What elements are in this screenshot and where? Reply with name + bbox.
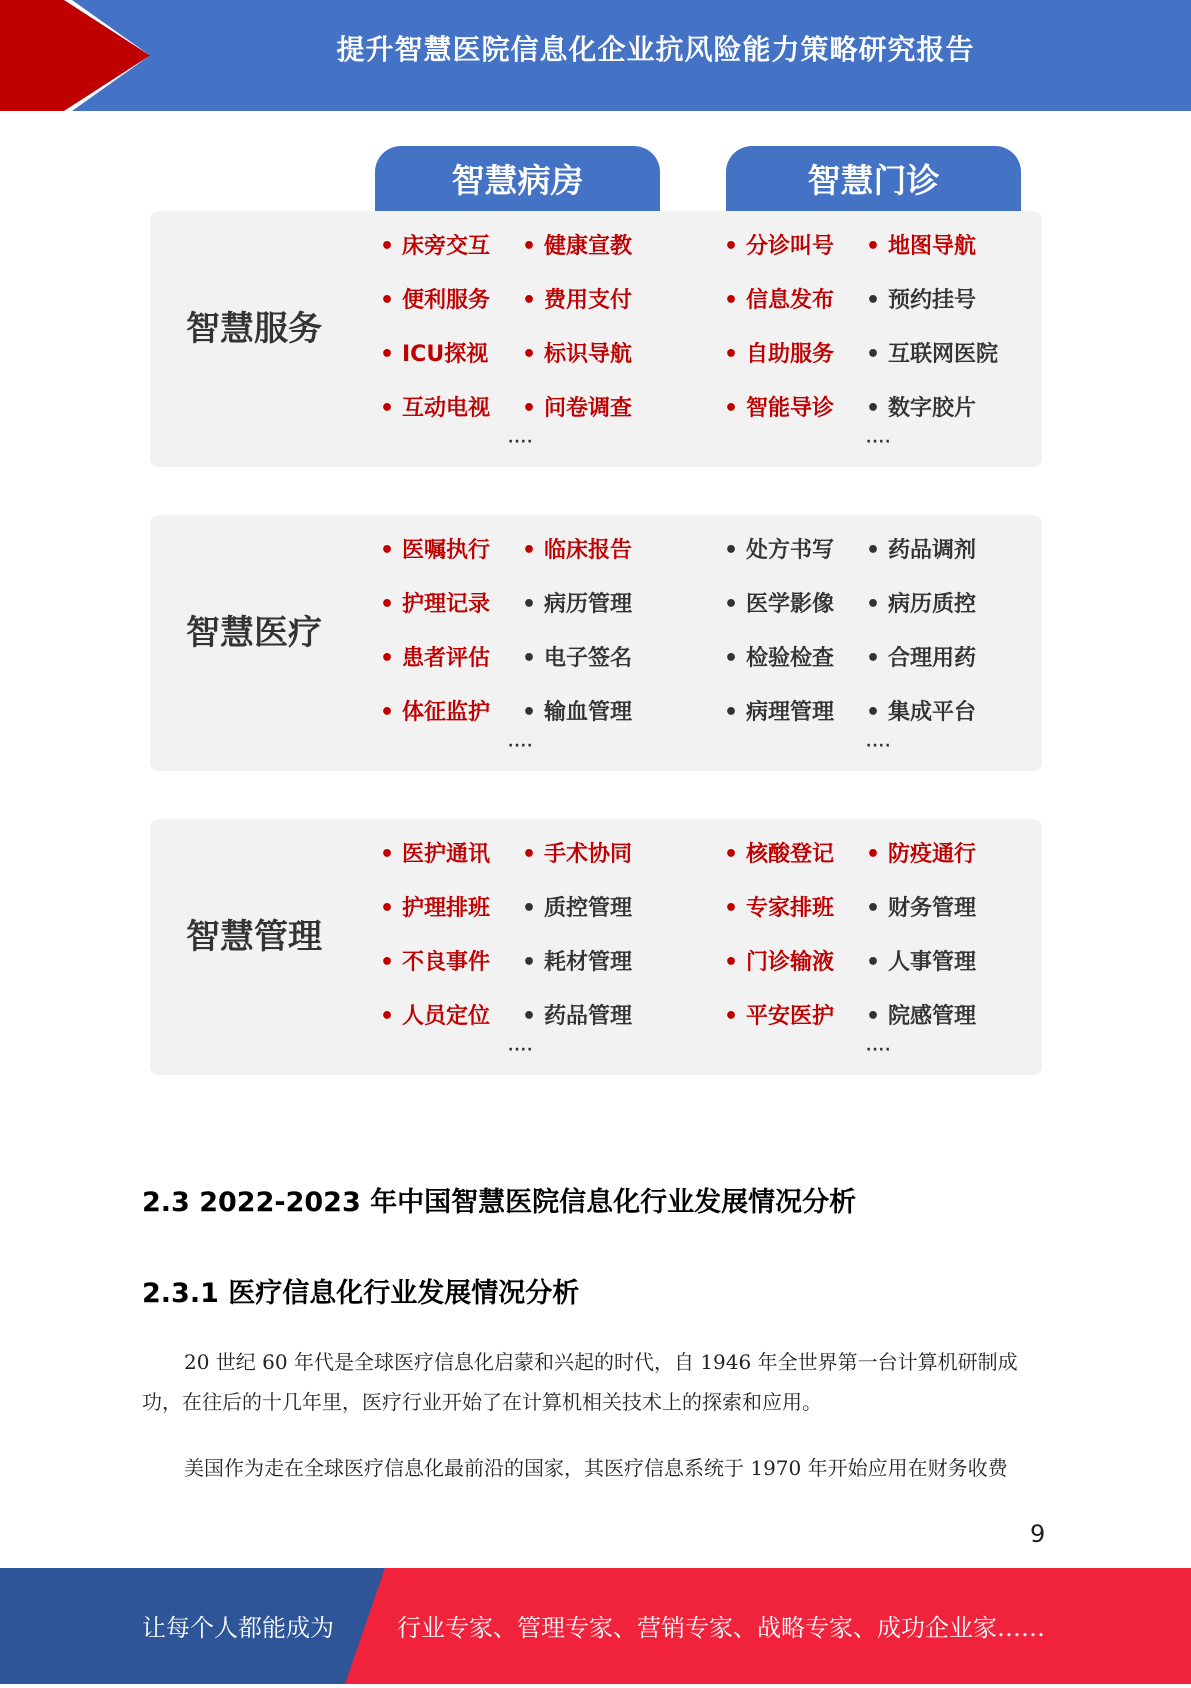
feature-label: 预约挂号 (888, 288, 977, 313)
bullet-icon: • (866, 288, 881, 313)
panel-title: 智慧服务 (186, 309, 322, 349)
bullet-icon: • (724, 592, 739, 617)
feature-label: 耗材管理 (544, 950, 633, 975)
feature-item (522, 837, 632, 868)
bullet-icon: • (380, 342, 395, 367)
bullet-icon: • (724, 842, 739, 867)
feature-item (522, 587, 632, 618)
feature-label: 不良事件 (402, 950, 491, 975)
more-ellipsis-ward: ···· (508, 434, 534, 450)
feature-label: 费用支付 (544, 288, 633, 313)
feature-item (724, 695, 834, 726)
feature-item (522, 391, 632, 422)
bullet-icon: • (380, 592, 395, 617)
feature-label: 问卷调查 (544, 396, 633, 421)
feature-label: 标识导航 (544, 342, 633, 367)
feature-item (380, 695, 490, 726)
feature-label: 病历管理 (544, 592, 633, 617)
feature-item (380, 999, 490, 1030)
feature-label: 地图导航 (888, 234, 977, 259)
feature-label: 智能导诊 (746, 396, 835, 421)
document-title: 提升智慧医院信息化企业抗风险能力策略研究报告 (336, 33, 975, 66)
feature-label: 信息发布 (746, 288, 835, 313)
feature-item (724, 229, 834, 260)
feature-label: 医学影像 (746, 592, 835, 617)
footer-slogan-right: 行业专家、管理专家、营销专家、战略专家、成功企业家…… (397, 1614, 1045, 1642)
feature-item (724, 837, 834, 868)
bullet-icon: • (866, 1004, 881, 1029)
bullet-icon: • (522, 592, 537, 617)
panel-title: 智慧管理 (186, 917, 322, 957)
bullet-icon: • (380, 538, 395, 563)
panel-2 (150, 515, 1042, 771)
bullet-icon: • (724, 950, 739, 975)
feature-label: 检验检查 (746, 646, 835, 671)
feature-item (380, 533, 490, 564)
more-ellipsis-ward: ···· (508, 738, 534, 754)
paragraph-1: 20 世纪 60 年代是全球医疗信息化启蒙和兴起的时代，自 1946 年全世界第一台计算机研制成功，在往后的十几年里，医疗行业开始了在计算机相关技术上的探索和应用。 (142, 1350, 1018, 1414)
bullet-icon: • (522, 700, 537, 725)
feature-item (380, 283, 490, 314)
feature-item (522, 945, 632, 976)
feature-item (522, 533, 632, 564)
feature-label: 人员定位 (402, 1004, 491, 1029)
feature-item (866, 533, 976, 564)
section-heading-2-3-1: 2.3.1 医疗信息化行业发展情况分析 (142, 1278, 580, 1309)
bullet-icon: • (724, 538, 739, 563)
bullet-icon: • (380, 234, 395, 259)
feature-item (866, 695, 976, 726)
feature-label: 临床报告 (544, 538, 633, 563)
bullet-icon: • (380, 700, 395, 725)
tab-smart-clinic: 智慧门诊 (726, 146, 1021, 212)
bullet-icon: • (866, 396, 881, 421)
feature-label: 互动电视 (402, 396, 491, 421)
page-number: 9 (1030, 1520, 1046, 1548)
bullet-icon: • (522, 646, 537, 671)
bullet-icon: • (724, 396, 739, 421)
feature-item (380, 891, 490, 922)
feature-label: 防疫通行 (888, 842, 977, 867)
feature-item (866, 391, 976, 422)
feature-label: 财务管理 (888, 896, 977, 921)
bullet-icon: • (380, 950, 395, 975)
red-chevron-icon (0, 0, 150, 111)
feature-label: 专家排班 (746, 896, 835, 921)
feature-item (380, 837, 490, 868)
bullet-icon: • (380, 288, 395, 313)
bullet-icon: • (866, 538, 881, 563)
bullet-icon: • (724, 342, 739, 367)
bullet-icon: • (866, 592, 881, 617)
bullet-icon: • (724, 646, 739, 671)
feature-label: 医护通讯 (402, 842, 491, 867)
feature-label: 患者评估 (402, 646, 491, 671)
feature-item (724, 999, 834, 1030)
feature-item (522, 229, 632, 260)
feature-item (724, 337, 834, 368)
feature-label: 药品管理 (544, 1004, 633, 1029)
bullet-icon: • (866, 342, 881, 367)
bullet-icon: • (724, 1004, 739, 1029)
feature-item (724, 587, 834, 618)
feature-label: 院感管理 (888, 1004, 977, 1029)
feature-item (522, 695, 632, 726)
feature-item (380, 229, 490, 260)
feature-label: 手术协同 (544, 842, 633, 867)
feature-item (380, 337, 488, 368)
feature-item (866, 587, 976, 618)
feature-label: 平安医护 (746, 1004, 835, 1029)
feature-item (522, 999, 632, 1030)
bullet-icon: • (522, 342, 537, 367)
feature-item (724, 945, 834, 976)
feature-item (522, 283, 632, 314)
bullet-icon: • (522, 538, 537, 563)
feature-item (522, 337, 632, 368)
feature-label: 人事管理 (888, 950, 977, 975)
feature-item (522, 641, 632, 672)
feature-item (380, 587, 490, 618)
bullet-icon: • (866, 950, 881, 975)
bullet-icon: • (522, 842, 537, 867)
feature-item (724, 533, 834, 564)
bullet-icon: • (724, 700, 739, 725)
more-ellipsis-clinic: ···· (866, 738, 892, 754)
bullet-icon: • (380, 396, 395, 421)
feature-label: 电子签名 (544, 646, 633, 671)
feature-label: 健康宣教 (544, 234, 633, 259)
panel-3 (150, 819, 1042, 1075)
feature-label: 病理管理 (746, 700, 835, 725)
feature-item (380, 391, 490, 422)
bullet-icon: • (724, 234, 739, 259)
feature-label: 床旁交互 (402, 234, 491, 259)
feature-item (724, 283, 834, 314)
feature-item (522, 891, 632, 922)
feature-item (866, 837, 976, 868)
feature-label: 互联网医院 (888, 342, 999, 367)
bullet-icon: • (522, 234, 537, 259)
feature-item (866, 999, 976, 1030)
more-ellipsis-clinic: ···· (866, 1042, 892, 1058)
feature-label: 集成平台 (888, 700, 977, 725)
feature-item (866, 229, 976, 260)
bullet-icon: • (522, 288, 537, 313)
feature-label: ICU探视 (402, 342, 489, 367)
feature-label: 护理记录 (402, 592, 491, 617)
footer-slogan-left: 让每个人都能成为 (142, 1614, 334, 1642)
feature-label: 合理用药 (888, 646, 977, 671)
panel-1 (150, 211, 1042, 467)
bullet-icon: • (866, 646, 881, 671)
more-ellipsis-clinic: ···· (866, 434, 892, 450)
bullet-icon: • (724, 288, 739, 313)
feature-label: 质控管理 (544, 896, 633, 921)
feature-label: 药品调剂 (888, 538, 977, 563)
header-banner (0, 0, 1191, 111)
feature-label: 医嘱执行 (402, 538, 491, 563)
bullet-icon: • (380, 1004, 395, 1029)
bullet-icon: • (380, 646, 395, 671)
bullet-icon: • (724, 896, 739, 921)
feature-item (724, 391, 834, 422)
bullet-icon: • (866, 896, 881, 921)
footer-banner (0, 1568, 1191, 1684)
bullet-icon: • (380, 896, 395, 921)
bullet-icon: • (522, 950, 537, 975)
feature-label: 护理排班 (402, 896, 491, 921)
feature-item (866, 283, 976, 314)
bullet-icon: • (866, 234, 881, 259)
feature-label: 分诊叫号 (746, 234, 835, 259)
bullet-icon: • (866, 842, 881, 867)
feature-item (724, 641, 834, 672)
feature-label: 便利服务 (402, 288, 491, 313)
bullet-icon: • (522, 396, 537, 421)
bullet-icon: • (522, 896, 537, 921)
feature-item (380, 945, 490, 976)
paragraph-2: 美国作为走在全球医疗信息化最前沿的国家，其医疗信息系统于 1970 年开始应用在财务收费 (184, 1456, 1008, 1480)
bullet-icon: • (380, 842, 395, 867)
tab-smart-ward: 智慧病房 (375, 146, 660, 212)
more-ellipsis-ward: ···· (508, 1042, 534, 1058)
feature-label: 体征监护 (402, 700, 491, 725)
feature-label: 数字胶片 (888, 396, 977, 421)
bullet-icon: • (522, 1004, 537, 1029)
feature-label: 门诊输液 (746, 950, 835, 975)
feature-label: 病历质控 (888, 592, 977, 617)
feature-label: 处方书写 (746, 538, 835, 563)
feature-item (866, 337, 998, 368)
feature-item (724, 891, 834, 922)
bullet-icon: • (866, 700, 881, 725)
feature-item (866, 891, 976, 922)
feature-item (866, 641, 976, 672)
feature-label: 输血管理 (544, 700, 633, 725)
feature-item (866, 945, 976, 976)
feature-label: 自助服务 (746, 342, 835, 367)
panel-title: 智慧医疗 (186, 613, 322, 653)
section-heading-2-3: 2.3 2022-2023 年中国智慧医院信息化行业发展情况分析 (142, 1187, 857, 1218)
feature-item (380, 641, 490, 672)
feature-label: 核酸登记 (746, 842, 835, 867)
